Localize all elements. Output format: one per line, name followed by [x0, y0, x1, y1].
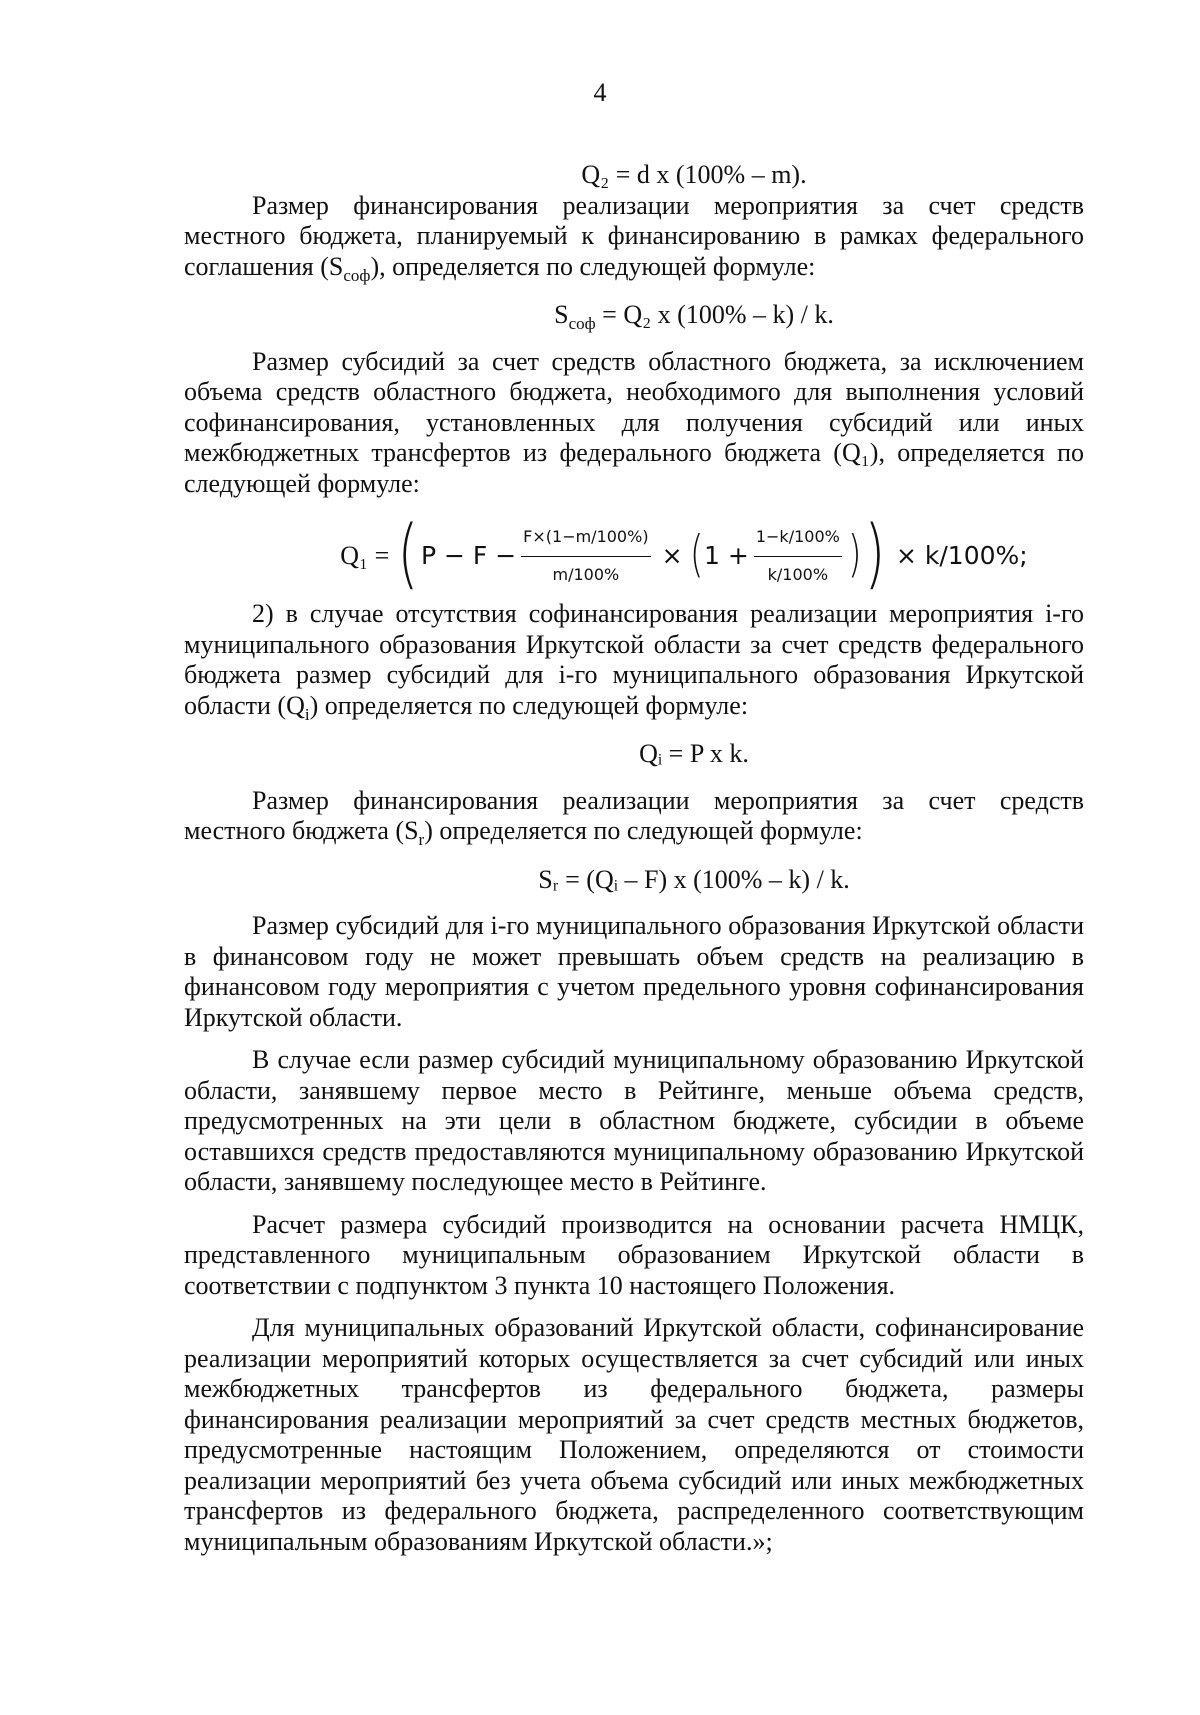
times-sign: ×	[661, 540, 683, 570]
fraction-denominator: m/100%	[552, 564, 620, 584]
fraction-denominator: k/100%	[767, 564, 829, 584]
formula-q2: Q₂ = d x (100% – m).	[581, 160, 807, 189]
open-paren: (	[689, 525, 704, 583]
formula-lhs: Q₁ =	[340, 540, 390, 570]
paragraph-text: 2) в случае отсутствия софинансирования реализации мероприятия i-го муниципального образования Иркутской области за счет средств федерального бюджета размер субсидий для i-го муниципального образования Иркутской области (Q	[184, 599, 1084, 720]
document-body	[184, 160, 1084, 1557]
paragraph-local-budget-financing	[184, 191, 1084, 283]
close-paren: )	[847, 525, 862, 583]
page-number: 4	[593, 78, 607, 107]
fraction-2	[754, 522, 842, 590]
formula-symbol: S	[554, 300, 569, 329]
paragraph-text: Размер финансирования реализации мероприятия за счет средств местного бюджета, планируемый к финансированию в рамках федерального соглашения (S	[184, 190, 1084, 281]
paragraph-regional-subsidies: Размер субсидий за счет средств областного бюджета, за исключением объема средств областного бюджета, необходимого для выполнения условий софинансирования, установленных для получения субсидий или иных межбюджетных трансфертов из федерального бюджета (Q₁), определяется по следующей формуле:	[184, 346, 1084, 498]
formula-text: = Q₂ x (100% – k) / k.	[595, 300, 834, 329]
paragraph-nmck: Расчет размера субсидий производится на основании расчета НМЦК, представленного муниципальным образованием Иркутской области в соответствии с подпунктом 3 пункта 10 настоящего Положения.	[184, 1209, 1084, 1300]
formula-q1	[284, 508, 1084, 597]
paragraph-text: ) определяется по следующей формуле:	[309, 690, 749, 720]
paragraph-local-financing-sr	[184, 786, 1084, 847]
paragraph-no-cofinancing	[184, 599, 1084, 724]
fraction-1	[521, 522, 650, 590]
subscript: соф	[568, 314, 596, 333]
subscript: i	[304, 704, 310, 724]
fraction-numerator: F×(1−m/100%)	[521, 522, 650, 557]
fraction-numerator: 1−k/100%	[754, 522, 842, 557]
formula-scof	[304, 300, 1084, 331]
paragraph-subsidy-limit: Размер субсидий для i-го муниципального образования Иркутской области в финансовом году не может превышать объем средств на реализацию в финансовом году мероприятия с учетом предельного уровня софинансирования Иркутской области.	[184, 911, 1084, 1032]
formula-sr: Sᵣ = (Qᵢ – F) x (100% – k) / k.	[538, 864, 850, 894]
paragraph-rating: В случае если размер субсидий муниципальному образованию Иркутской области, занявшему первое место в Рейтинге, меньше объема средств, предусмотренных на эти цели в областном бюджете, субсидии в объеме оставшихся средств предоставляются муниципальному образованию Иркутской области, занявшему последующее место в Рейтинге.	[184, 1045, 1084, 1196]
paragraph-text: Размер финансирования реализации мероприятия за счет средств местного бюджета (S	[184, 785, 1084, 845]
paragraph-federal-cofinancing: Для муниципальных образований Иркутской области, софинансирование реализации мероприятий которых осуществляется за счет субсидий или иных межбюджетных трансфертов из федерального бюджета, размеры финансирования реализации мероприятий за счет средств местных бюджетов, предусмотренные настоящим Положением, определяются от стоимости реализации мероприятий без учета объема субсидий или иных межбюджетных трансфертов из федерального бюджета, распределенного соответствующим муниципальным образованиям Иркутской области.»;	[184, 1313, 1084, 1556]
formula-qi: Qᵢ = P x k.	[639, 739, 749, 768]
open-paren: (	[397, 508, 419, 597]
paragraph-text: ), определяется по следующей формуле:	[370, 251, 816, 281]
formula-term: P − F −	[420, 540, 517, 570]
formula-rhs: × k/100%;	[896, 540, 1028, 570]
subscript: соф	[343, 265, 371, 285]
paragraph-text: ) определяется по следующей формуле:	[424, 816, 863, 845]
subscript: r	[418, 830, 425, 849]
formula-term: 1 +	[704, 540, 749, 570]
close-paren: )	[864, 508, 886, 597]
